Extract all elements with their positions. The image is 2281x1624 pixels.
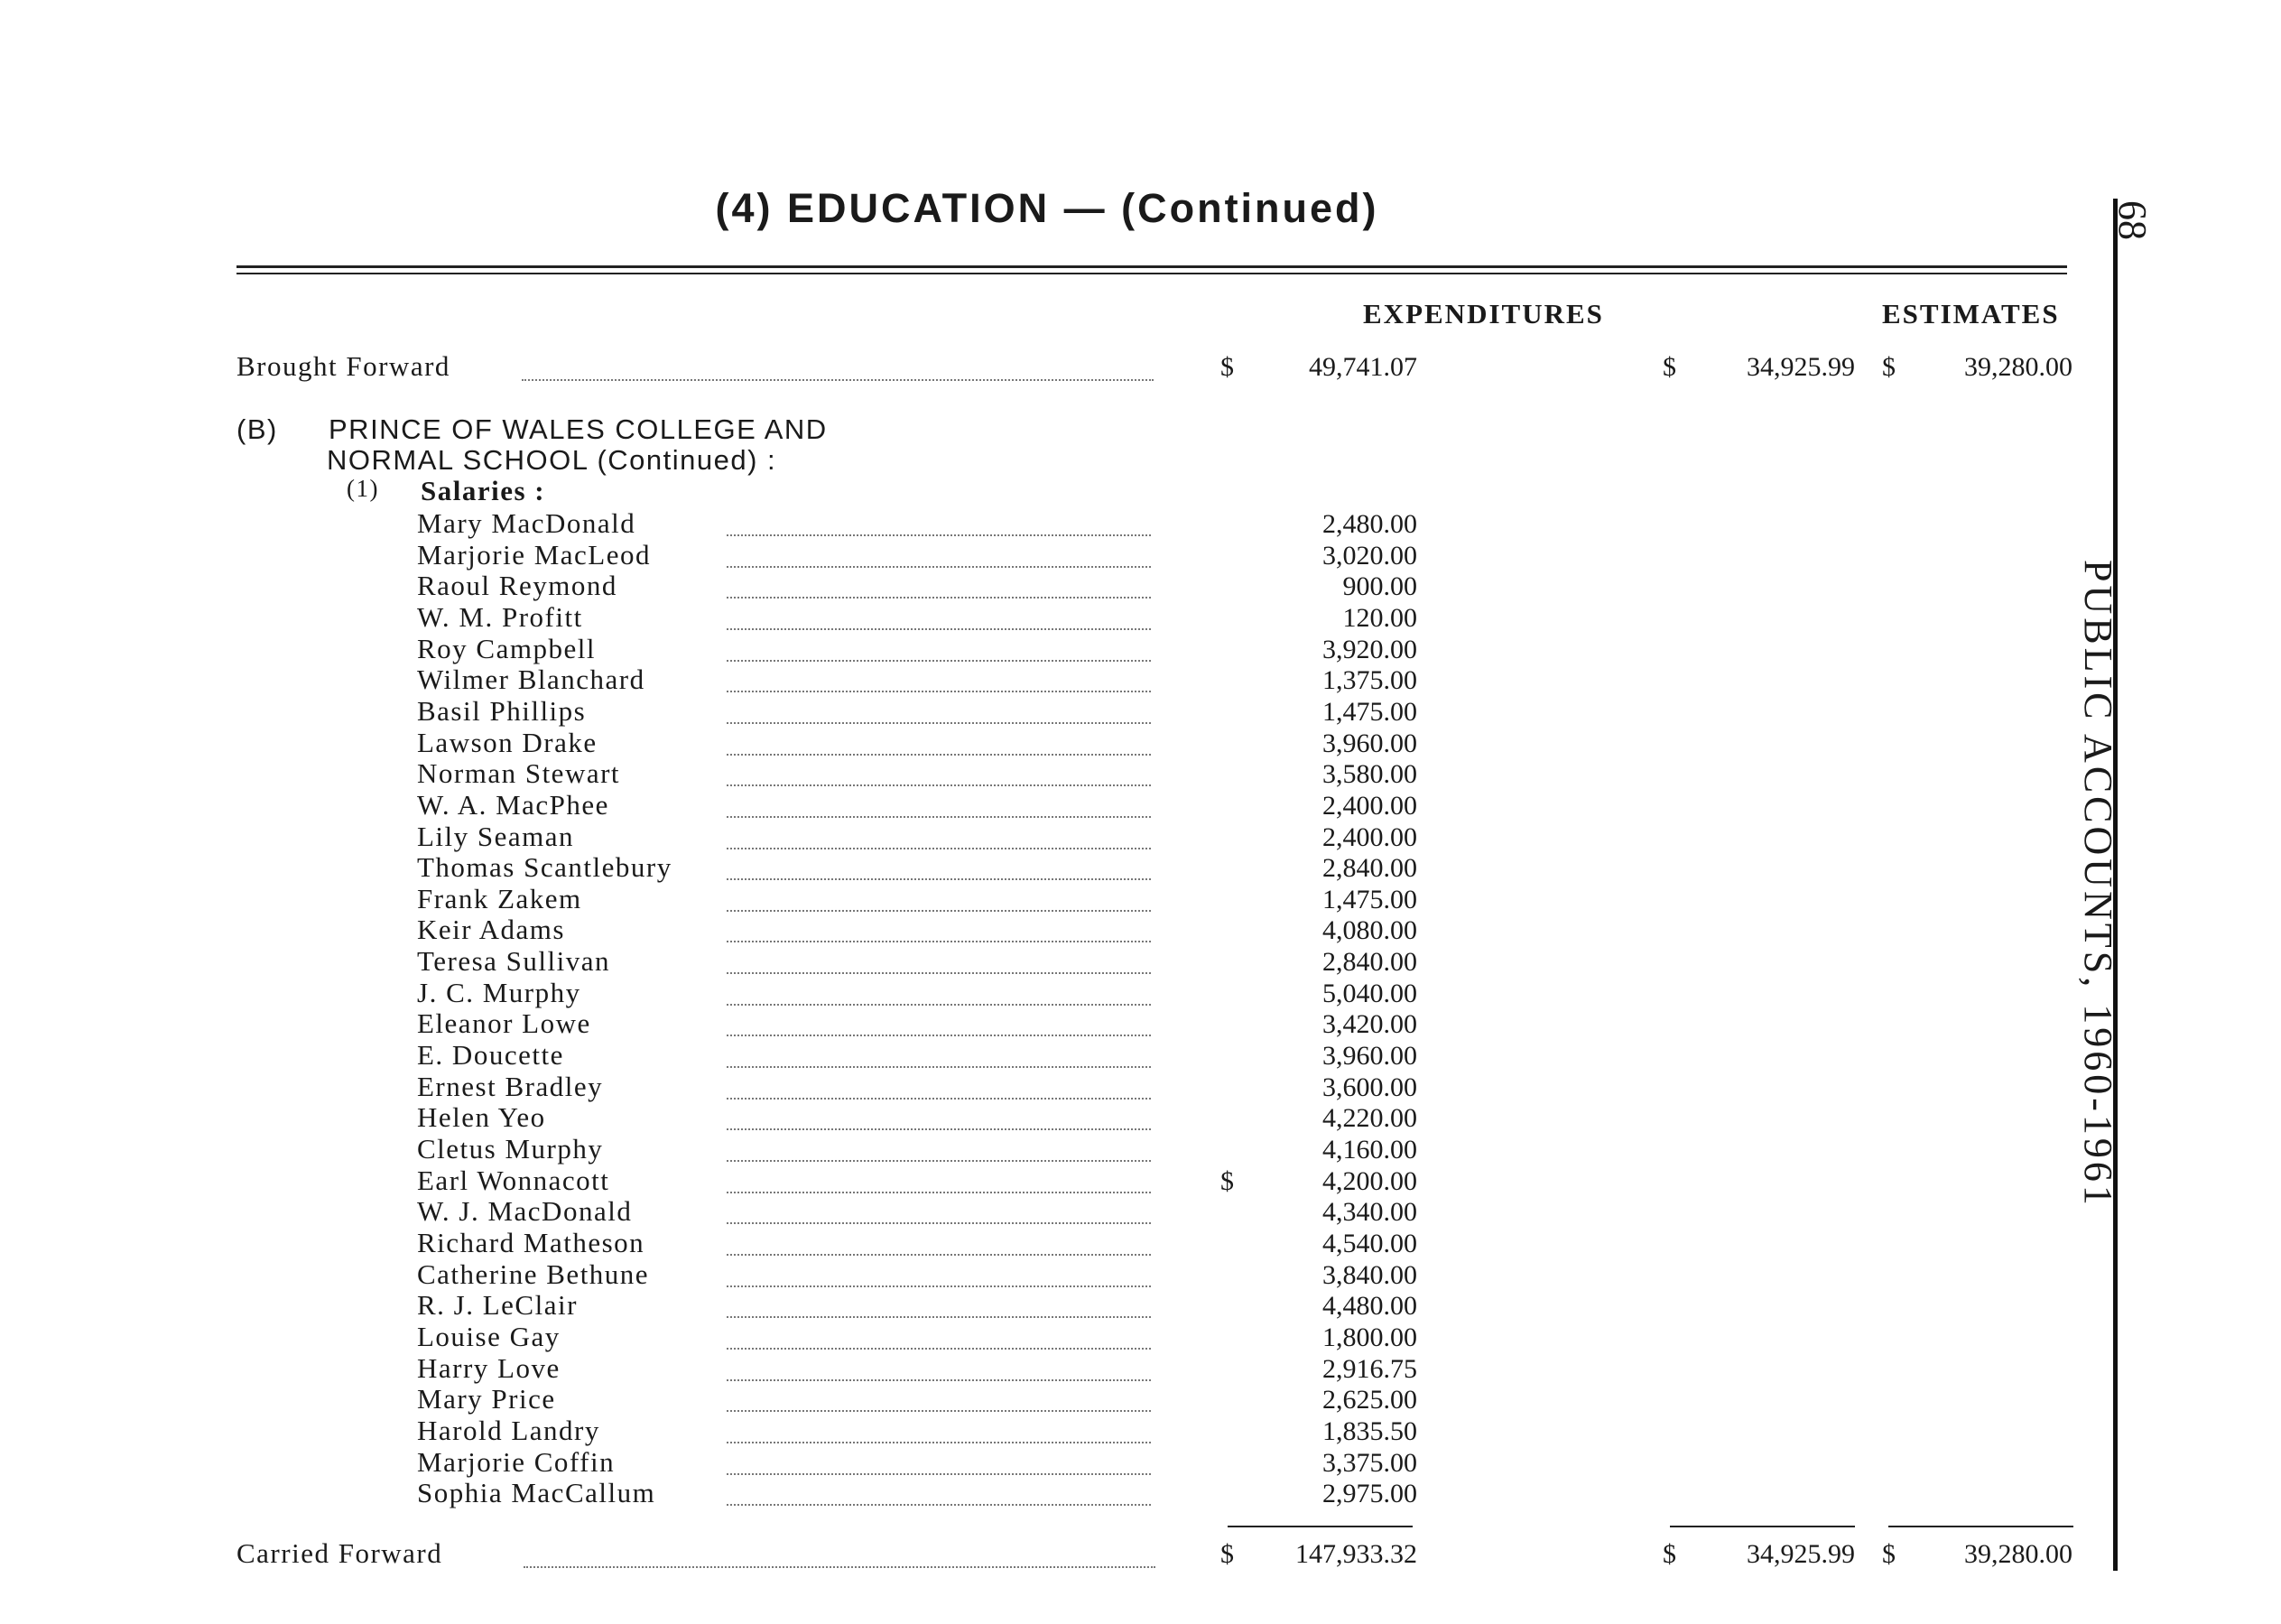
leader-dots xyxy=(727,722,1151,724)
salary-amount: 2,916.75 xyxy=(1322,1353,1417,1384)
salary-amount: 3,920.00 xyxy=(1322,634,1417,664)
salary-amount: 3,600.00 xyxy=(1322,1072,1417,1102)
expenditures-total-rule xyxy=(1228,1526,1413,1527)
salary-amount: 3,580.00 xyxy=(1322,759,1417,790)
leader-dots xyxy=(727,1379,1151,1381)
salary-name: Mary MacDonald xyxy=(417,507,636,539)
brought-forward-currency: $ xyxy=(1220,352,1234,382)
salary-amount: 2,840.00 xyxy=(1322,853,1417,884)
salary-amount: 3,840.00 xyxy=(1322,1259,1417,1290)
salary-name: Cletus Murphy xyxy=(417,1133,604,1165)
salary-amount: 4,540.00 xyxy=(1322,1228,1417,1258)
brought-forward-est-currency: $ xyxy=(1882,352,1896,382)
leader-dots xyxy=(727,597,1151,599)
leader-dots xyxy=(727,534,1151,536)
leader-dots xyxy=(727,1098,1151,1100)
salary-name: Catherine Bethune xyxy=(417,1257,650,1290)
salary-amount: 4,340.00 xyxy=(1322,1197,1417,1228)
salary-currency: $ xyxy=(1220,1165,1234,1196)
salary-name: W. M. Profitt xyxy=(417,600,583,633)
leader-dots xyxy=(727,1035,1151,1036)
leader-dots xyxy=(727,1192,1151,1193)
salary-name: Wilmer Blanchard xyxy=(417,664,645,696)
leader-dots xyxy=(727,691,1151,692)
salary-amount: 3,960.00 xyxy=(1322,728,1417,758)
section-title-line2: NORMAL SCHOOL (Continued) : xyxy=(327,444,777,476)
leader-dots xyxy=(727,1128,1151,1130)
salary-name: Helen Yeo xyxy=(417,1101,546,1134)
salary-name: W. J. MacDonald xyxy=(417,1195,633,1228)
salary-name: Earl Wonnacott xyxy=(417,1164,610,1196)
leader-dots xyxy=(727,848,1151,849)
header-rule-top xyxy=(236,265,2067,268)
leader-dots xyxy=(727,1222,1151,1224)
salary-amount: 4,200.00 xyxy=(1322,1165,1417,1196)
page-title: (4) EDUCATION — (Continued) xyxy=(715,185,1379,231)
leader-dots xyxy=(727,972,1151,974)
carried-forward-currency: $ xyxy=(1220,1539,1234,1569)
salary-name: W. A. MacPhee xyxy=(417,788,609,821)
salary-amount: 1,475.00 xyxy=(1322,696,1417,727)
brought-forward-col2: 34,925.99 xyxy=(1747,352,1855,382)
carried-forward-expenditures: 147,933.32 xyxy=(1295,1539,1417,1569)
salary-amount: 1,375.00 xyxy=(1322,665,1417,696)
leader-dots xyxy=(727,1442,1151,1443)
salary-name: Marjorie MacLeod xyxy=(417,538,651,571)
carried-forward-estimates: 39,280.00 xyxy=(1964,1539,2072,1569)
salary-amount: 3,375.00 xyxy=(1322,1447,1417,1478)
expenditures-header: EXPENDITURES xyxy=(1363,298,1604,329)
salary-amount: 3,020.00 xyxy=(1322,540,1417,571)
salary-name: Keir Adams xyxy=(417,914,565,946)
section-marker: (B) xyxy=(236,413,278,445)
header-rule-bottom xyxy=(236,273,2067,274)
salary-name: J. C. Murphy xyxy=(417,976,581,1008)
subsection-title: Salaries : xyxy=(421,475,546,506)
page-number: 68 xyxy=(2110,200,2155,240)
salary-name: Mary Price xyxy=(417,1383,556,1415)
salary-name: Basil Phillips xyxy=(417,694,587,727)
leader-dots xyxy=(727,784,1151,786)
leader-dots xyxy=(727,910,1151,912)
leader-dots xyxy=(727,1160,1151,1162)
salary-name: Eleanor Lowe xyxy=(417,1007,591,1040)
carried-forward-col2-currency: $ xyxy=(1663,1539,1676,1569)
salary-amount: 3,420.00 xyxy=(1322,1009,1417,1040)
leader-dots xyxy=(727,1473,1151,1475)
salary-name: Richard Matheson xyxy=(417,1226,645,1258)
leader-dots xyxy=(727,754,1151,756)
leader-dots xyxy=(727,1504,1151,1506)
salary-name: Frank Zakem xyxy=(417,882,582,914)
subsection-marker: (1) xyxy=(347,475,379,502)
leader-dots xyxy=(727,1004,1151,1006)
salary-amount: 1,835.50 xyxy=(1322,1415,1417,1446)
leader-dots xyxy=(727,1348,1151,1350)
salary-amount: 2,400.00 xyxy=(1322,821,1417,852)
salary-amount: 900.00 xyxy=(1342,571,1417,602)
salary-name: Norman Stewart xyxy=(417,757,621,790)
leader-dots xyxy=(727,1066,1151,1068)
leader-dots xyxy=(727,1410,1151,1412)
salary-amount: 4,220.00 xyxy=(1322,1103,1417,1134)
salary-amount: 2,625.00 xyxy=(1322,1385,1417,1415)
salary-name: Lily Seaman xyxy=(417,820,575,852)
salary-amount: 3,960.00 xyxy=(1322,1041,1417,1072)
salary-name: Thomas Scantlebury xyxy=(417,851,672,884)
salary-name: Raoul Reymond xyxy=(417,570,617,602)
leader-dots xyxy=(727,941,1151,942)
leader-dots xyxy=(727,816,1151,818)
salary-name: Marjorie Coffin xyxy=(417,1445,616,1478)
leader-dots xyxy=(727,628,1151,630)
brought-forward-estimates: 39,280.00 xyxy=(1964,352,2072,382)
salary-name: Teresa Sullivan xyxy=(417,945,611,978)
brought-forward-col2-currency: $ xyxy=(1663,352,1676,382)
salary-amount: 4,160.00 xyxy=(1322,1135,1417,1165)
salary-amount: 2,480.00 xyxy=(1322,509,1417,539)
salary-name: Harold Landry xyxy=(417,1414,600,1446)
estimates-header: ESTIMATES xyxy=(1882,298,2060,329)
salary-amount: 2,400.00 xyxy=(1322,790,1417,821)
carried-forward-col2: 34,925.99 xyxy=(1747,1539,1855,1569)
salary-name: Roy Campbell xyxy=(417,632,596,664)
salary-name: Ernest Bradley xyxy=(417,1070,604,1102)
side-caption: PUBLIC ACCOUNTS, 1960-1961 xyxy=(2076,560,2120,1209)
salary-name: Lawson Drake xyxy=(417,726,598,758)
leader-dots xyxy=(727,1316,1151,1318)
brought-forward-label: Brought Forward xyxy=(236,350,450,382)
leader-dots xyxy=(522,379,1154,381)
section-title-line1: PRINCE OF WALES COLLEGE AND xyxy=(329,413,828,445)
leader-dots xyxy=(727,660,1151,662)
salary-name: E. Doucette xyxy=(417,1039,564,1072)
salary-name: Louise Gay xyxy=(417,1320,561,1352)
salary-name: R. J. LeClair xyxy=(417,1289,578,1322)
salary-amount: 120.00 xyxy=(1342,602,1417,633)
salary-amount: 5,040.00 xyxy=(1322,978,1417,1008)
estimates-total-rule xyxy=(1888,1526,2073,1527)
col2-total-rule xyxy=(1670,1526,1855,1527)
salary-amount: 4,480.00 xyxy=(1322,1291,1417,1322)
salary-amount: 2,840.00 xyxy=(1322,947,1417,978)
leader-dots xyxy=(727,1254,1151,1256)
leader-dots xyxy=(727,566,1151,568)
salary-amount: 4,080.00 xyxy=(1322,915,1417,946)
leader-dots xyxy=(727,1285,1151,1287)
salary-name: Sophia MacCallum xyxy=(417,1477,656,1509)
leader-dots xyxy=(524,1566,1155,1568)
salary-name: Harry Love xyxy=(417,1351,561,1384)
carried-forward-label: Carried Forward xyxy=(236,1537,443,1569)
salary-amount: 1,800.00 xyxy=(1322,1322,1417,1352)
salary-amount: 2,975.00 xyxy=(1322,1479,1417,1509)
salary-amount: 1,475.00 xyxy=(1322,884,1417,914)
leader-dots xyxy=(727,878,1151,880)
carried-forward-est-currency: $ xyxy=(1882,1539,1896,1569)
brought-forward-expenditures: 49,741.07 xyxy=(1309,352,1417,382)
